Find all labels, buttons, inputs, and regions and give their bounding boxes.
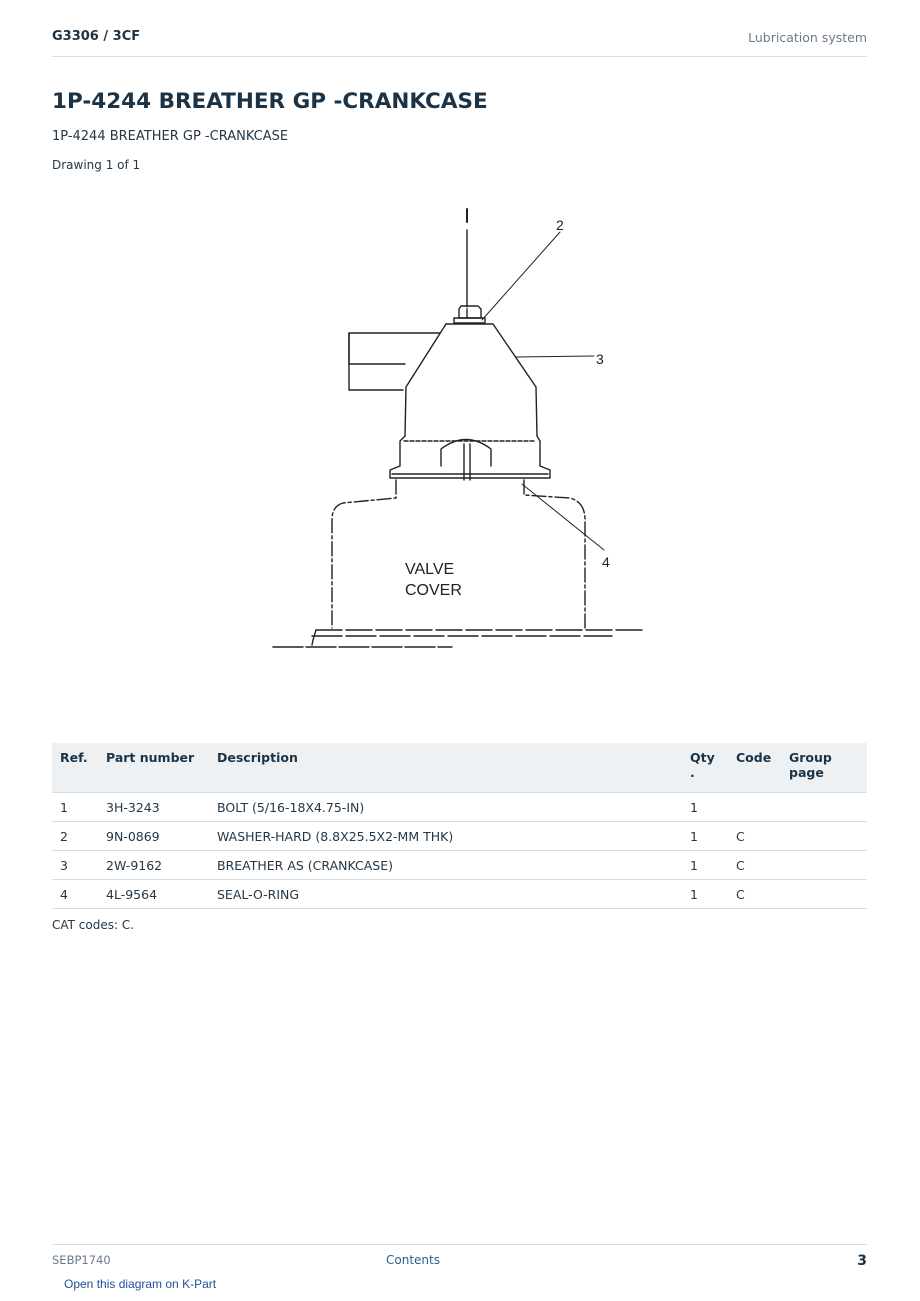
cell-qty: 1 [682, 851, 728, 880]
cell-group-page [781, 851, 867, 880]
page-title: 1P-4244 BREATHER GP -CRANKCASE [52, 89, 488, 114]
washer-nut [454, 306, 485, 323]
header-qty: Qty . [682, 743, 728, 793]
cell-qty: 1 [682, 793, 728, 822]
cell-code [728, 793, 781, 822]
cell-code: C [728, 880, 781, 909]
cell-code: C [728, 851, 781, 880]
open-kpart-link[interactable]: Open this diagram on K-Part [64, 1277, 217, 1291]
contents-link[interactable]: Contents [386, 1253, 440, 1267]
parts-diagram [260, 198, 660, 708]
valve-cover-label-line1: VALVE [405, 561, 455, 578]
table-row [52, 793, 867, 822]
callout-3: 3 [596, 351, 604, 367]
page-number: 3 [857, 1253, 867, 1269]
model-label: G3306 / 3CF [52, 29, 141, 44]
table-row [52, 822, 867, 851]
valve-cover-outline [273, 480, 646, 647]
cell-ref: 4 [52, 880, 98, 909]
cell-part-number: 3H-3243 [98, 793, 209, 822]
cell-part-number: 2W-9162 [98, 851, 209, 880]
cell-group-page [781, 880, 867, 909]
table-header-row [52, 743, 867, 793]
cell-qty: 1 [682, 822, 728, 851]
cell-ref: 1 [52, 793, 98, 822]
table-row [52, 880, 867, 909]
header-group-page: Group page [781, 743, 867, 793]
cell-qty: 1 [682, 880, 728, 909]
breather-body [349, 324, 550, 480]
header-description: Description [209, 743, 682, 793]
cell-description: SEAL-O-RING [209, 880, 682, 909]
callout-4: 4 [602, 554, 610, 570]
cell-description: BREATHER AS (CRANKCASE) [209, 851, 682, 880]
cell-ref: 2 [52, 822, 98, 851]
cat-codes-note: CAT codes: C. [52, 918, 135, 932]
cell-ref: 3 [52, 851, 98, 880]
cell-code: C [728, 822, 781, 851]
callout-2: 2 [556, 217, 564, 233]
header-code: Code [728, 743, 781, 793]
header-part-number: Part number [98, 743, 209, 793]
cell-group-page [781, 822, 867, 851]
page-footer [52, 1244, 867, 1301]
section-label: Lubrication system [748, 30, 867, 45]
cell-description: BOLT (5/16-18X4.75-IN) [209, 793, 682, 822]
page-subtitle: 1P-4244 BREATHER GP -CRANKCASE [52, 129, 289, 144]
cell-description: WASHER-HARD (8.8X25.5X2-MM THK) [209, 822, 682, 851]
drawing-count: Drawing 1 of 1 [52, 158, 141, 172]
valve-cover-label-line2: COVER [405, 582, 462, 599]
cell-part-number: 4L-9564 [98, 880, 209, 909]
page-header [52, 28, 867, 57]
table-row [52, 851, 867, 880]
leader-lines [482, 232, 604, 550]
header-ref: Ref. [52, 743, 98, 793]
cell-part-number: 9N-0869 [98, 822, 209, 851]
parts-table [52, 743, 867, 909]
document-id: SEBP1740 [52, 1253, 111, 1267]
cell-group-page [781, 793, 867, 822]
